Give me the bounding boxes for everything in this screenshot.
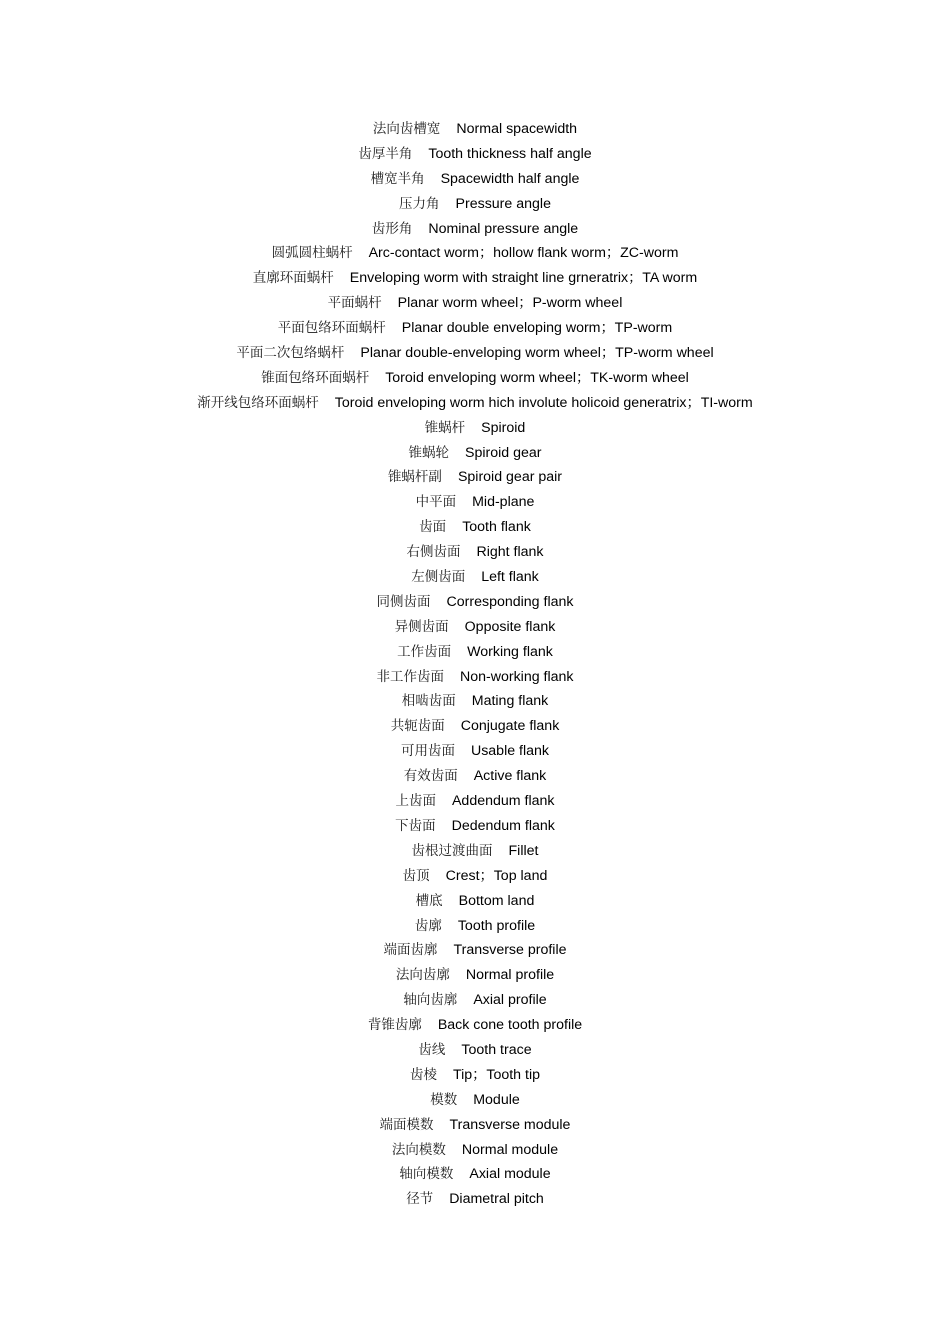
english-term: Planar double enveloping worm；TP-worm [401,320,673,337]
chinese-term: 共轭齿面 [390,718,445,735]
chinese-term: 工作齿面 [397,643,452,660]
english-term: Tooth trace [461,1041,532,1058]
english-term: Arc-contact worm；hollow flank worm；ZC-worm [368,245,679,262]
chinese-term: 有效齿面 [403,768,458,785]
chinese-term: 齿线 [418,1041,446,1058]
english-term: Tooth profile [457,917,536,934]
glossary-entry [0,465,950,490]
glossary-entry [0,416,950,441]
english-term: Normal module [461,1141,559,1158]
chinese-term: 齿棱 [409,1066,437,1083]
glossary-entry [0,1038,950,1063]
english-term: Tooth thickness half angle [428,145,592,162]
english-term: Addendum flank [451,793,555,810]
english-term: Planar worm wheel；P-worm wheel [397,295,623,312]
english-term: Axial module [469,1166,551,1183]
english-term: Pressure angle [455,195,551,212]
glossary-entry [0,739,950,764]
english-term: Right flank [476,544,544,561]
chinese-term: 槽宽半角 [370,170,425,187]
english-term: Tooth flank [462,519,531,536]
chinese-term: 渐开线包络环面蜗杆 [197,394,319,411]
glossary-entry [0,640,950,665]
glossary-entry [0,914,950,939]
english-term: Normal profile [465,967,555,984]
chinese-term: 法向模数 [391,1141,446,1158]
glossary-entry [0,764,950,789]
english-term: Transverse profile [453,942,567,959]
glossary-entry [0,1162,950,1187]
chinese-term: 模数 [430,1091,458,1108]
glossary-entry [0,590,950,615]
glossary-entry [0,814,950,839]
glossary-entry [0,864,950,889]
glossary-entry [0,1138,950,1163]
english-term: Fillet [508,842,539,859]
english-term: Toroid enveloping worm wheel；TK-worm wheel [385,369,689,386]
glossary-entry [0,565,950,590]
glossary-entry [0,142,950,167]
chinese-term: 端面模数 [379,1116,434,1133]
glossary-term-list [0,117,950,1212]
glossary-entry [0,615,950,640]
glossary-entry [0,1113,950,1138]
glossary-entry [0,241,950,266]
english-term: Spacewidth half angle [440,170,580,187]
chinese-term: 相啮齿面 [401,693,456,710]
english-term: Crest；Top land [445,867,548,884]
chinese-term: 直廓环面蜗杆 [252,270,334,287]
english-term: Spiroid [481,419,526,436]
english-term: Left flank [481,569,539,586]
english-term: Bottom land [458,892,535,909]
chinese-term: 同侧齿面 [376,593,431,610]
chinese-term: 背锥齿廓 [367,1017,422,1034]
glossary-entry [0,938,950,963]
chinese-term: 非工作齿面 [376,668,444,685]
chinese-term: 轴向齿廓 [403,992,458,1009]
chinese-term: 锥蜗杆副 [387,469,442,486]
glossary-entry [0,316,950,341]
glossary-entry [0,988,950,1013]
glossary-entry [0,167,950,192]
chinese-term: 锥蜗杆 [424,419,466,436]
glossary-entry [0,540,950,565]
glossary-entry [0,341,950,366]
glossary-entry [0,441,950,466]
english-term: Spiroid gear pair [457,469,563,486]
english-term: Corresponding flank [446,593,574,610]
glossary-entry [0,515,950,540]
english-term: Enveloping worm with straight line grneratrix；TA worm [349,270,698,287]
chinese-term: 上齿面 [395,793,436,810]
glossary-entry [0,689,950,714]
chinese-term: 法向齿廓 [395,967,450,984]
chinese-term: 端面齿廓 [383,942,438,959]
chinese-term: 平面包络环面蜗杆 [277,320,386,337]
english-term: Axial profile [473,992,547,1009]
chinese-term: 齿根过渡曲面 [411,842,493,859]
english-term: Dedendum flank [451,817,555,834]
glossary-entry [0,1088,950,1113]
chinese-term: 锥面包络环面蜗杆 [261,369,370,386]
english-term: Usable flank [470,743,550,760]
chinese-term: 齿面 [419,519,447,536]
chinese-term: 下齿面 [395,817,436,834]
english-term: Module [473,1091,520,1108]
chinese-term: 齿廓 [414,917,442,934]
glossary-page [0,117,950,1212]
chinese-term: 右侧齿面 [406,544,461,561]
chinese-term: 中平面 [415,494,457,511]
chinese-term: 轴向模数 [399,1166,454,1183]
glossary-entry [0,963,950,988]
english-term: Working flank [467,643,553,660]
glossary-entry [0,366,950,391]
chinese-term: 齿厚半角 [358,145,413,162]
english-term: Spiroid gear [464,444,542,461]
glossary-entry [0,889,950,914]
chinese-term: 异侧齿面 [394,618,449,635]
english-term: Back cone tooth profile [437,1017,583,1034]
glossary-entry [0,291,950,316]
english-term: Opposite flank [464,618,556,635]
english-term: Transverse module [449,1116,571,1133]
english-term: Non-working flank [459,668,574,685]
chinese-term: 锥蜗轮 [408,444,449,461]
chinese-term: 压力角 [399,195,440,212]
glossary-entry [0,789,950,814]
glossary-entry [0,490,950,515]
chinese-term: 齿顶 [402,867,430,884]
english-term: Normal spacewidth [456,121,578,137]
glossary-entry [0,192,950,217]
glossary-entry [0,1013,950,1038]
chinese-term: 槽底 [415,892,443,909]
glossary-entry [0,391,950,416]
glossary-entry [0,839,950,864]
glossary-entry [0,665,950,690]
chinese-term: 圆弧圆柱蜗杆 [271,245,353,262]
glossary-entry [0,117,950,142]
glossary-entry [0,217,950,242]
english-term: Mating flank [471,693,549,710]
english-term: Diametral pitch [449,1191,544,1208]
chinese-term: 齿形角 [371,220,413,237]
english-term: Conjugate flank [460,718,560,735]
chinese-term: 法向齿槽宽 [372,121,441,137]
glossary-entry [0,714,950,739]
glossary-entry [0,266,950,291]
chinese-term: 平面二次包络蜗杆 [236,345,345,362]
chinese-term: 可用齿面 [400,743,455,760]
chinese-term: 径节 [406,1191,434,1208]
glossary-entry [0,1187,950,1212]
chinese-term: 左侧齿面 [411,569,466,586]
english-term: Tip；Tooth tip [452,1066,540,1083]
english-term: Mid-plane [472,494,535,511]
english-term: Planar double-enveloping worm wheel；TP-worm wheel [360,345,714,362]
english-term: Active flank [473,768,547,785]
chinese-term: 平面蜗杆 [327,295,382,312]
english-term: Toroid enveloping worm hich involute holicoid generatrix；TI-worm [334,394,753,411]
glossary-entry [0,1063,950,1088]
english-term: Nominal pressure angle [428,220,579,237]
